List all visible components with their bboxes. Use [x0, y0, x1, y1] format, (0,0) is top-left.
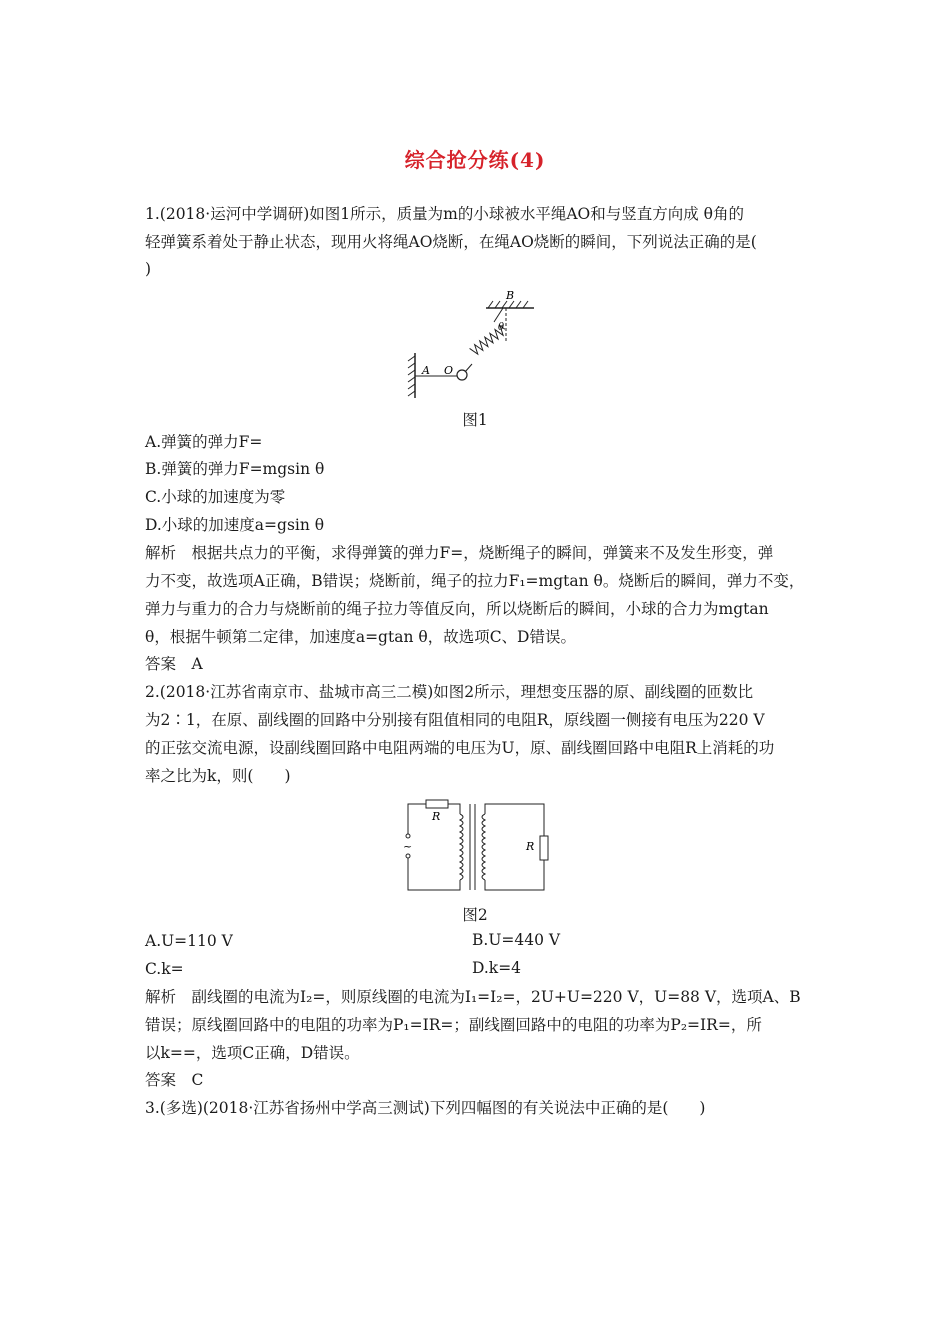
q1-analysis-line-3: 弹力与重力的合力与烧断前的绳子拉力等值反向，所以烧断后的瞬间，小球的合力为mgtan	[145, 600, 769, 618]
q1-option-a: A.弹簧的弹力F=	[145, 433, 263, 451]
label-theta: θ	[498, 322, 505, 333]
label-a: A	[422, 364, 430, 377]
q2-stem-line-2: 为2∶1，在原、副线圈的回路中分别接有阻值相同的电阻R，原线圈一侧接有电压为220 V	[145, 711, 765, 729]
q1-stem-line-2: 轻弹簧系着处于静止状态，现用火将绳AO烧断，在绳AO烧断的瞬间，下列说法正确的是(	[145, 233, 757, 251]
label-r2: R	[526, 840, 535, 853]
q1-stem-line-1: 1.(2018·运河中学调研)如图1所示，质量为m的小球被水平绳AO和与竖直方向成 θ角的	[145, 205, 744, 223]
q2-option-d: D.k=4	[472, 959, 522, 977]
q2-stem-line-4: 率之比为k，则( )	[145, 767, 291, 785]
label-b: B	[506, 289, 515, 302]
page-title: 综合抢分练(4)	[404, 148, 546, 172]
label-o: O	[444, 364, 454, 377]
label-r1: R	[432, 810, 441, 823]
q2-option-a: A.U=110 V	[145, 932, 233, 950]
q2-stem-line-3: 的正弦交流电源，设副线圈回路中电阻两端的电压为U，原、副线圈回路中电阻R上消耗的功	[145, 739, 775, 757]
q1-option-b: B.弹簧的弹力F=mgsin θ	[145, 460, 325, 478]
figure-2-transformer-circuit	[402, 798, 552, 894]
q2-stem-line-1: 2.(2018·江苏省南京市、盐城市高三二模)如图2所示，理想变压器的原、副线圈的匝数比	[145, 683, 754, 701]
q2-answer: 答案 C	[145, 1071, 204, 1089]
q1-answer: 答案 A	[145, 655, 203, 673]
q3-stem: 3.(多选)(2018·江苏省扬州中学高三测试)下列四幅图的有关说法中正确的是( )	[145, 1099, 706, 1117]
q1-analysis-line-2: 力不变，故选项A正确，B错误；烧断前，绳子的拉力F₁=mgtan θ。烧断后的瞬间，弹力不变，	[145, 572, 805, 590]
q1-option-c: C.小球的加速度为零	[145, 488, 286, 506]
q1-analysis-line-4: θ，根据牛顿第二定律，加速度a=gtan θ，故选项C、D错误。	[145, 628, 576, 646]
figure-2-caption: 图2	[462, 906, 488, 924]
q1-option-d: D.小球的加速度a=gsin θ	[145, 516, 325, 534]
q2-analysis-line-1: 解析 副线圈的电流为I₂=，则原线圈的电流为I₁=I₂=，2U+U=220 V，U=88 V，选项A、B	[145, 988, 801, 1006]
figure-1-caption: 图1	[462, 411, 488, 429]
q2-option-b: B.U=440 V	[472, 931, 561, 949]
ac-source-symbol: ~	[403, 840, 413, 853]
q2-option-c: C.k=	[145, 960, 184, 978]
q1-analysis-line-1: 解析 根据共点力的平衡，求得弹簧的弹力F=，烧断绳子的瞬间，弹簧来不及发生形变，弹	[145, 544, 774, 562]
q1-stem-line-3: )	[145, 260, 152, 278]
q2-analysis-line-3: 以k==，选项C正确，D错误。	[145, 1044, 360, 1062]
figure-1-spring-ball	[398, 288, 538, 400]
q2-analysis-line-2: 错误；原线圈回路中的电阻的功率为P₁=IR=；副线圈回路中的电阻的功率为P₂=IR=，所	[145, 1016, 762, 1034]
